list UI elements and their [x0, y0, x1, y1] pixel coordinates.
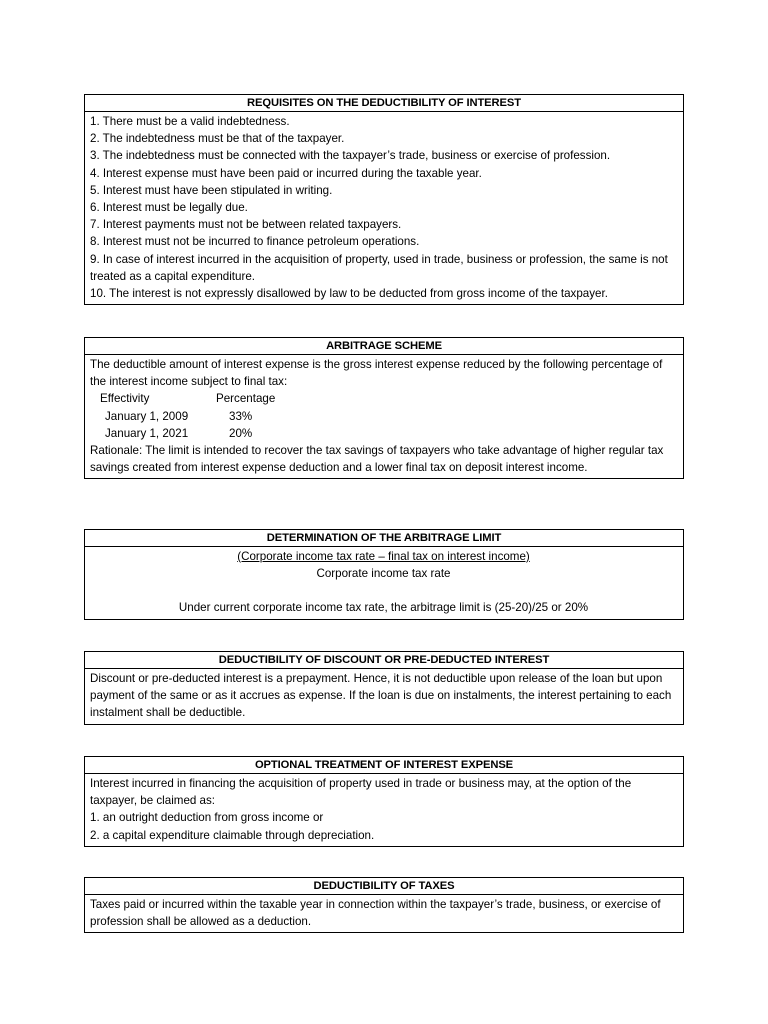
list-item: 1. an outright deduction from gross income or — [90, 811, 324, 825]
effectivity-percentage: 33% — [229, 409, 253, 423]
list-item: 3. The indebtedness must be connected with the taxpayer’s trade, business or exercise of profession. — [90, 149, 611, 163]
limit-result: Under current corporate income tax rate, the arbitrage limit is (25-20)/25 or 20% — [178, 601, 589, 615]
limit-numerator: (Corporate income tax rate – final tax on interest income) — [237, 550, 530, 563]
discount-body — [85, 669, 683, 724]
percentage-header: Percentage — [216, 392, 276, 406]
arbitrage-title: ARBITRAGE SCHEME — [85, 338, 683, 355]
arbitrage-rationale: Rationale: The limit is intended to recover the tax savings of taxpayers who take advantage of higher regular tax savings created from interest expense deduction and a lower final tax on deposit interest income. — [90, 444, 664, 475]
discount-text: Discount or pre-deducted interest is a prepayment. Hence, it is not deductible upon release of the loan but upon payment of the same or as it accrues as expense. If the loan is due on instalments, the interest pertaining to each instalment shall be deductible. — [90, 672, 672, 720]
list-item: 5. Interest must have been stipulated in writing. — [90, 183, 333, 197]
limit-box — [84, 529, 684, 620]
limit-body — [85, 547, 683, 619]
list-item: 2. The indebtedness must be that of the taxpayer. — [90, 132, 345, 146]
effectivity-header: Effectivity — [100, 392, 150, 406]
effectivity-date: January 1, 2009 — [105, 409, 189, 423]
table-row — [90, 408, 677, 425]
list-item: 2. a capital expenditure claimable through depreciation. — [90, 828, 375, 842]
taxes-text: Taxes paid or incurred within the taxable year in connection within the taxpayer’s trade, business, or exercise of profession shall be allowed as a deduction. — [90, 898, 661, 929]
limit-title: DETERMINATION OF THE ARBITRAGE LIMIT — [85, 530, 683, 547]
requisites-title: REQUISITES ON THE DEDUCTIBILITY OF INTEREST — [85, 95, 683, 112]
arbitrage-box — [84, 337, 684, 479]
requisites-box — [84, 94, 684, 305]
table-row — [90, 425, 677, 442]
list-item: 8. Interest must not be incurred to finance petroleum operations. — [90, 235, 420, 249]
list-item: 10. The interest is not expressly disallowed by law to be deducted from gross income of the taxpayer. — [90, 287, 608, 301]
list-item: 4. Interest expense must have been paid or incurred during the taxable year. — [90, 166, 482, 180]
effectivity-percentage: 20% — [229, 426, 253, 440]
arbitrage-intro: The deductible amount of interest expense is the gross interest expense reduced by the following percentage of the interest income subject to final tax: — [90, 358, 663, 389]
optional-intro: Interest incurred in financing the acquisition of property used in trade or business may, at the option of the taxpayer, be claimed as: — [90, 777, 632, 808]
limit-denominator: Corporate income tax rate — [316, 567, 451, 581]
taxes-title: DEDUCTIBILITY OF TAXES — [85, 878, 683, 895]
discount-box — [84, 651, 684, 725]
taxes-box — [84, 877, 684, 933]
optional-body — [85, 774, 683, 846]
effectivity-date: January 1, 2021 — [105, 426, 189, 440]
list-item: 9. In case of interest incurred in the acquisition of property, used in trade, business or profession, the same is not treated as a capital expenditure. — [90, 252, 668, 283]
optional-box — [84, 756, 684, 847]
arbitrage-body — [85, 355, 683, 478]
list-item: 1. There must be a valid indebtedness. — [90, 115, 290, 128]
list-item: 6. Interest must be legally due. — [90, 201, 248, 215]
list-item: 7. Interest payments must not be between related taxpayers. — [90, 218, 402, 232]
requisites-list — [85, 112, 683, 304]
optional-title: OPTIONAL TREATMENT OF INTEREST EXPENSE — [85, 757, 683, 774]
discount-title: DEDUCTIBILITY OF DISCOUNT OR PRE-DEDUCTED INTEREST — [85, 652, 683, 669]
taxes-body — [85, 895, 683, 932]
effectivity-header-row — [90, 390, 677, 407]
